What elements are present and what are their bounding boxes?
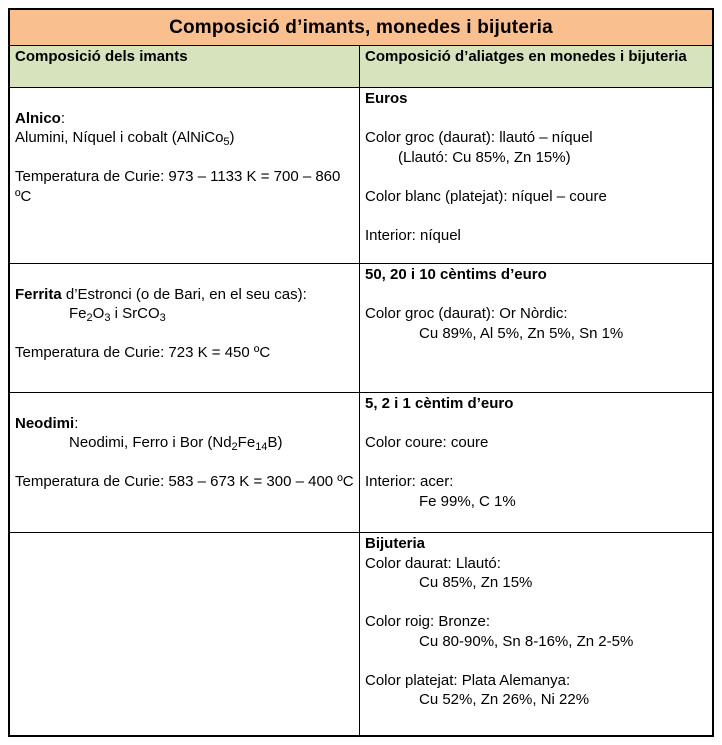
blank-line <box>365 651 708 671</box>
text-line: Color daurat: Llautó: <box>365 554 501 572</box>
blank-line <box>365 414 708 434</box>
cell-centims-50-20-10 <box>360 264 712 392</box>
text-line: Bijuteria <box>365 535 426 552</box>
header-cell-monedes-bijuteria: Composició d’aliatges en monedes i bijuteria <box>365 48 687 65</box>
cell-euros <box>360 88 712 263</box>
blank-line <box>365 285 708 305</box>
text-line: Color groc (daurat): Or Nòrdic: <box>365 305 568 322</box>
text-line: Color coure: coure <box>365 434 489 451</box>
cell-alnico <box>10 88 360 263</box>
text-line: Temperatura de Curie: 973 – 1133 K = 700 – 860 ºC <box>15 168 341 205</box>
text-line: Cu 80-90%, Sn 8-16%, Zn 2-5% <box>419 632 634 650</box>
text-line: Euros <box>365 90 408 107</box>
text-line: Alumini, Níquel i cobalt (AlNiCo$_5$) <box>15 129 235 148</box>
table-row-neodimi-centims <box>10 393 712 533</box>
text-line: Temperatura de Curie: 583 – 673 K = 300 – 400 ºC <box>15 473 354 490</box>
cell-bijuteria <box>360 533 712 735</box>
blank-line <box>365 109 708 129</box>
blank-line <box>15 148 355 168</box>
text-line: Cu 52%, Zn 26%, Ni 22% <box>419 691 590 708</box>
table-title: Composició d’imants, monedes i bijuteria <box>10 10 712 46</box>
blank-line <box>15 89 355 109</box>
text-line: Neodimi, Ferro i Bor $(Nd_2Fe_{14}B)$ <box>69 434 283 453</box>
blank-line <box>15 324 355 344</box>
text-line: Color platejat: Plata Alemanya: <box>365 671 571 689</box>
table-row-alnico-euros <box>10 88 712 264</box>
text-line: Temperatura de Curie: 723 K = 450 ºC <box>15 344 271 361</box>
text-line: Neodimi: <box>15 414 79 432</box>
cell-ferrita <box>10 264 360 392</box>
text-line: Color roig: Bronze: <box>365 613 491 630</box>
text-line: Interior: acer: <box>365 473 454 490</box>
blank-line <box>15 265 355 285</box>
blank-line <box>365 453 708 473</box>
text-line: 5, 2 i 1 cèntim d’euro <box>365 395 514 412</box>
table-row-ferrita-centims <box>10 264 712 393</box>
text-line: Fe 99%, C 1% <box>419 492 516 510</box>
header-cell-imants: Composició dels imants <box>10 46 360 87</box>
text-line: Alnico: <box>15 109 66 127</box>
text-line: Ferrita d’Estronci (o de Bari, en el seu cas): <box>15 285 307 303</box>
blank-line <box>15 394 355 414</box>
cell-centims-5-2-1 <box>360 393 712 532</box>
cell-empty <box>10 533 360 735</box>
text-line: Color groc (daurat): llautó – níquel <box>365 129 593 146</box>
blank-line <box>15 453 355 473</box>
text-line: 50, 20 i 10 cèntims d’euro <box>365 266 547 283</box>
blank-line <box>365 593 708 613</box>
composition-table <box>8 8 714 737</box>
text-line: Cu 85%, Zn 15% <box>419 574 533 591</box>
cell-neodimi <box>10 393 360 532</box>
text-line: Interior: níquel <box>365 226 461 244</box>
table-row-bijuteria <box>10 533 712 735</box>
text-line: Cu 89%, Al 5%, Zn 5%, Sn 1% <box>419 324 624 342</box>
text-line: $Fe_2O_3$ i SrCO$_3$ <box>69 305 166 324</box>
text-line: (Llautó: Cu 85%, Zn 15%) <box>398 148 571 166</box>
blank-line <box>365 206 708 226</box>
table-header-row <box>10 46 712 88</box>
text-line: Color blanc (platejat): níquel – coure <box>365 187 607 205</box>
blank-line <box>365 167 708 187</box>
